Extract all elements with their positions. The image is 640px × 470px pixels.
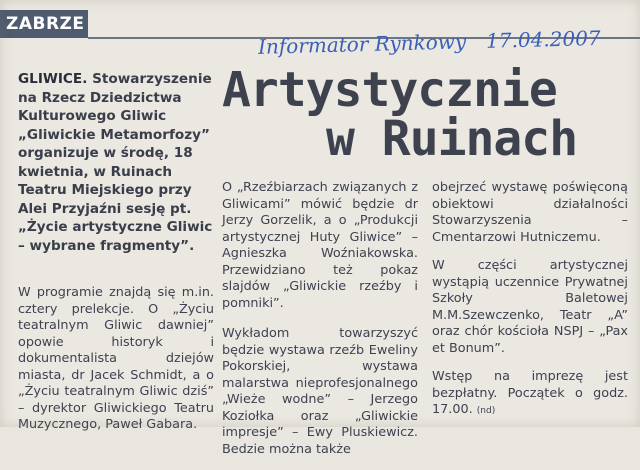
handwritten-source: Informator Rynkowy [257,29,467,59]
handwritten-note [258,25,629,59]
column-2-paragraph-1: O „Rzeźbiarzach związanych z Gliwicami” mówić będzie dr Jerzy Gorzelik, a o „Produkcji artystycznej Huty Gliwice” – Agnieszka Woźniakowska. Przewidziano też pokaz slajdów „Gliwickie rzeźby i pomniki”. [222,180,418,311]
column-3-paragraph-2: W części artystycznej wystąpią uczennice Prywatnej Szkoły Baletowej M.M.Szewczenko, Teatr „A” oraz chór kościoła NSPJ – „Pax et Bonum”. [432,258,628,356]
headline-line-2: w Ruinach [326,110,578,167]
handwritten-date: 17.04.2007 [485,25,601,53]
column-3-closing-text: Wstęp na imprezę jest bezpłatny. Początek o godz. 17.00. [432,369,628,417]
headline [222,62,632,167]
headline-line-1: Artystycznie [222,62,557,118]
column-2-paragraph-2: Wykładom towarzyszyć będzie wystawa rzeźb Eweliny Pokorskiej, wystawa malarstwa nieprofesjonalnego „Wieże wodne” – Jerzego Koziołka oraz „Gliwickie impresje” – Ewy Pluskiewicz. Bedzie można także [222,326,418,457]
column-3-paragraph-1: obejrzeć wystawę poświęconą obiektowi działalności Stowarzyszenia – Cmentarzowi Hutniczemu. [432,180,628,245]
column-1-paragraph: W programie znajdą się m.in. cztery prelekcje. O „Życiu teatralnym Gliwic dawniej” opowie historyk i dokumentalista dziejów miasta, dr Jacek Schmidt, a o „Życiu teatralnym Gliwic dziś” – dyrektor Gliwickiego Teatru Muzycznego, Paweł Gabara. [18,285,214,432]
lead-text: Stowarzyszenie na Rzecz Dziedzictwa Kulturowego Gliwic „Gliwickie Metamorfozy” organizuje w środę, 18 kwietnia, w Ruinach Teatru Miejskiego przy Alei Przyjaźni sesję pt. „Życie artystyczne Gliwic – wybrane fragmenty”. [18,71,213,254]
column-1 [18,285,214,446]
section-label: ZABRZE [0,10,88,38]
lead-city: GLIWICE. [18,71,88,87]
lead-paragraph [18,70,214,255]
column-3 [432,180,628,432]
author-signature: (nd) [476,406,496,416]
column-3-paragraph-3 [432,369,628,420]
